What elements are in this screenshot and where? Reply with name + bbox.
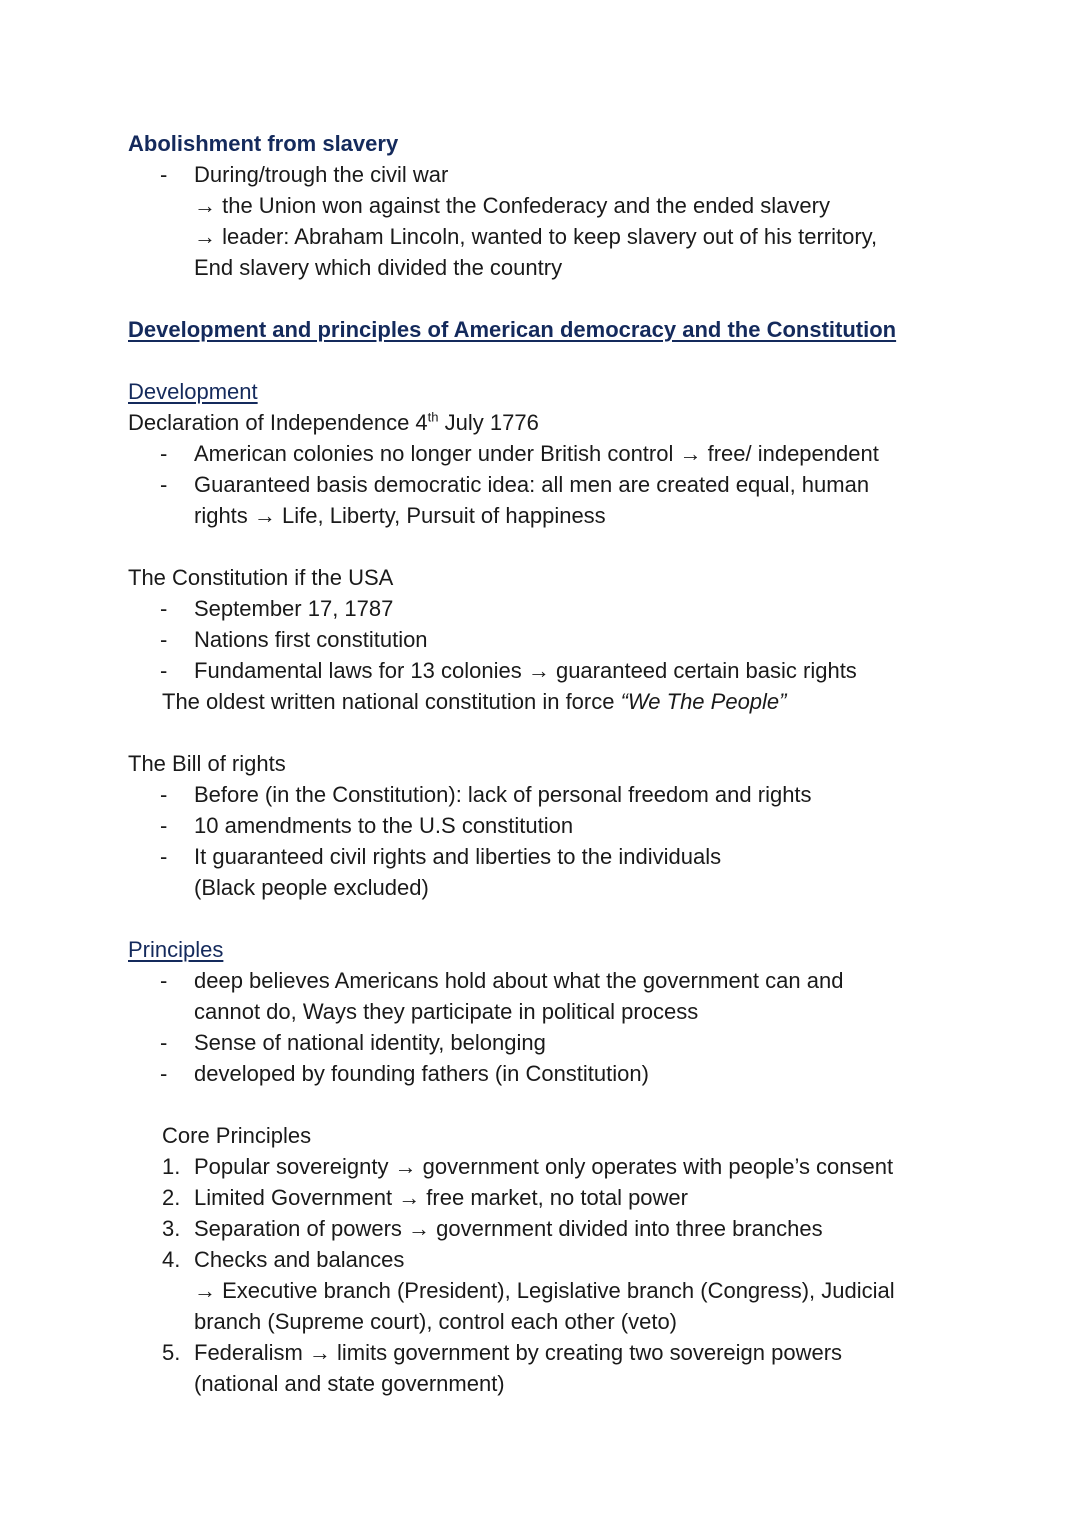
slavery-heading: Abolishment from slavery bbox=[128, 131, 399, 156]
slavery-line: → the Union won against the Confederacy and the ended slavery bbox=[194, 193, 830, 218]
bullet-dash: - bbox=[160, 162, 168, 187]
core-item: Separation of powers → government divided into three branches bbox=[194, 1216, 823, 1241]
declaration-line: Declaration of Independence 4th July 1776 bbox=[128, 409, 539, 435]
list-number: 4. bbox=[162, 1247, 181, 1272]
principles-bullet: developed by founding fathers (in Constitution) bbox=[194, 1061, 649, 1086]
bullet-dash: - bbox=[160, 1030, 168, 1055]
list-number: 2. bbox=[162, 1185, 181, 1210]
bullet-dash: - bbox=[160, 596, 168, 621]
bullet-dash: - bbox=[160, 813, 168, 838]
bullet-dash: - bbox=[160, 627, 168, 652]
bill-bullet: 10 amendments to the U.S constitution bbox=[194, 813, 574, 838]
core-item: Checks and balances bbox=[194, 1247, 405, 1272]
bullet-dash: - bbox=[160, 968, 168, 993]
principles-heading: Principles bbox=[128, 937, 224, 962]
slavery-bullet: During/trough the civil war bbox=[194, 162, 449, 187]
core-item: Limited Government → free market, no total power bbox=[194, 1185, 688, 1210]
slavery-line: End slavery which divided the country bbox=[194, 255, 563, 280]
bullet-dash: - bbox=[160, 1061, 168, 1086]
development-bullet: American colonies no longer under British control → free/ independent bbox=[194, 441, 879, 466]
core-item-cont: (national and state government) bbox=[194, 1371, 505, 1396]
bullet-dash: - bbox=[160, 441, 168, 466]
development-bullet: Guaranteed basis democratic idea: all men are created equal, human bbox=[194, 472, 870, 497]
constitution-bullet: September 17, 1787 bbox=[194, 596, 394, 621]
bullet-dash: - bbox=[160, 844, 168, 869]
core-item-cont: branch (Supreme court), control each other (veto) bbox=[194, 1309, 678, 1334]
slavery-line: → leader: Abraham Lincoln, wanted to keep slavery out of his territory, bbox=[194, 224, 878, 249]
principles-bullet: deep believes Americans hold about what the government can and bbox=[194, 968, 844, 993]
bill-heading: The Bill of rights bbox=[128, 751, 286, 776]
bill-bullet: It guaranteed civil rights and liberties to the individuals bbox=[194, 844, 722, 869]
constitution-bullet: Nations first constitution bbox=[194, 627, 428, 652]
constitution-note: The oldest written national constitution in force “We The People” bbox=[162, 689, 787, 714]
constitution-heading: The Constitution if the USA bbox=[128, 565, 394, 590]
list-number: 3. bbox=[162, 1216, 181, 1241]
bill-bullet: Before (in the Constitution): lack of personal freedom and rights bbox=[194, 782, 812, 807]
core-item-cont: → Executive branch (President), Legislative branch (Congress), Judicial bbox=[194, 1278, 895, 1303]
core-item: Federalism → limits government by creating two sovereign powers bbox=[194, 1340, 843, 1365]
core-item: Popular sovereignty → government only operates with people’s consent bbox=[194, 1154, 894, 1179]
development-heading: Development bbox=[128, 379, 258, 404]
bullet-dash: - bbox=[160, 472, 168, 497]
core-heading: Core Principles bbox=[162, 1123, 312, 1148]
principles-bullet-cont: cannot do, Ways they participate in political process bbox=[194, 999, 699, 1024]
quote: “We The People” bbox=[620, 689, 787, 714]
principles-bullet: Sense of national identity, belonging bbox=[194, 1030, 546, 1055]
development-bullet-cont: rights → Life, Liberty, Pursuit of happiness bbox=[194, 503, 606, 528]
bullet-dash: - bbox=[160, 782, 168, 807]
constitution-bullet: Fundamental laws for 13 colonies → guaranteed certain basic rights bbox=[194, 658, 857, 683]
bullet-dash: - bbox=[160, 658, 168, 683]
bill-bullet-cont: (Black people excluded) bbox=[194, 875, 429, 900]
list-number: 1. bbox=[162, 1154, 181, 1179]
section-title: Development and principles of American democracy and the Constitution bbox=[128, 317, 897, 342]
list-number: 5. bbox=[162, 1340, 181, 1365]
